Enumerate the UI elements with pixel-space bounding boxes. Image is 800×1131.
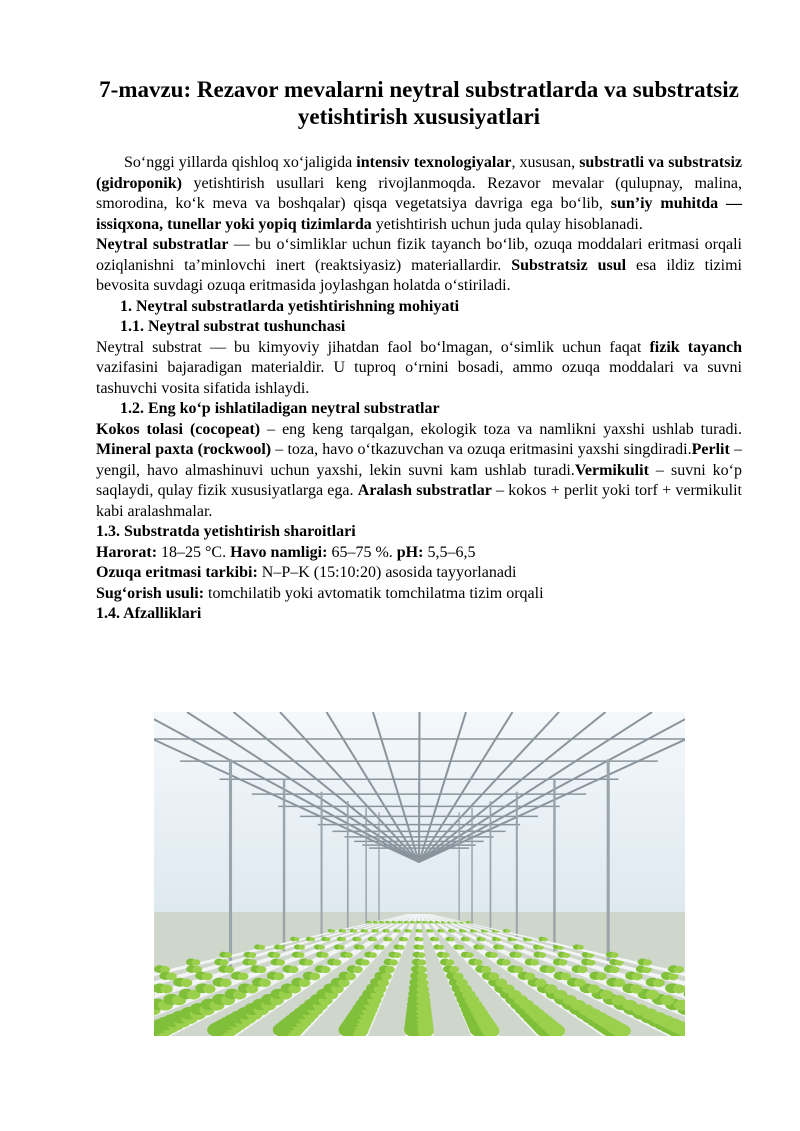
conditions-line [96,543,742,564]
lettuce-plant [361,959,370,965]
lettuce-plant [490,952,498,958]
lettuce-plant [614,979,626,987]
lettuce-plant [341,929,346,932]
lettuce-plant [425,921,428,923]
intro-text-3: yetishtirish usullari keng rivojlanmoqda. Rezavor mevalar (qulupnay, malina, smorodina, ko‘k meva va boshqalar) qisqa vegetatsiya davriga ega bo‘lib, [96,174,742,212]
lettuce-plant [340,937,346,941]
lettuce-plant [530,959,539,965]
lettuce-plant [587,984,600,993]
lettuce-plant [325,937,331,941]
lettuce-plant [248,952,256,958]
section-1-1-text-2: vazifasini bajaradigan materialdir. U tuproq o‘rnini bosadi, ammo ozuqa moddalari va suvni tashuvchi vosita sifatida ishlaydi. [96,359,742,397]
lettuce-plant [513,966,523,973]
lettuce-plant [180,979,192,987]
lettuce-plant [238,972,249,980]
lettuce-plant [660,995,674,1005]
greenhouse-photo [154,712,685,1036]
lettuce-plant [417,959,426,965]
lettuce-plant [429,929,434,932]
lettuce-plant [248,959,257,965]
lettuce-plant [160,984,173,993]
irrigation-value: tomchilatib yoki avtomatik tomchilatma tizim orqali [204,584,544,602]
lettuce-plant [558,959,567,965]
lettuce-plant [542,937,548,941]
lettuce-plant [345,952,353,958]
lettuce-plant [220,979,232,987]
lettuce-plant [538,952,546,958]
definitions-paragraph [96,235,742,297]
lettuce-plant [596,972,607,980]
lettuce-plant [309,972,320,980]
lettuce-plant [418,937,424,941]
document-page [96,76,742,625]
lettuce-plant [674,966,684,973]
solution-label: Ozuqa eritmasi tarkibi: [96,564,258,581]
lettuce-plant [304,959,313,965]
lettuce-plant [256,966,266,973]
substrate-mixed: Aralash substratlar [357,482,492,499]
greenhouse-illustration [154,712,685,1036]
lettuce-plant [272,952,280,958]
lettuce-plant [389,959,398,965]
humidity-value: 65–75 %. [327,543,397,561]
lettuce-plant [321,966,331,973]
irrigation-line [96,584,742,605]
lettuce-plant [442,952,450,958]
lettuce-plant [407,929,412,932]
lettuce-plant [358,945,365,950]
irrigation-label: Sug‘orish usuli: [96,584,205,602]
lettuce-plant [630,984,643,993]
substrate-mixed-text: – kokos + perlit yoki torf + vermikulit kabi aralashmalar. [96,482,743,520]
lettuce-plant [398,945,405,950]
substrate-cocopeat-text: – eng keng tarqalgan, ekologik toza va namlikni yaxshi ushlab turadi. [260,420,743,438]
lettuce-plant [477,945,484,950]
lettuce-plant [224,952,232,958]
lettuce-plant [393,921,396,923]
lettuce-plant [412,921,415,923]
lettuce-plant [440,929,445,932]
substrate-perlite-text: – yengil, havo almashinuvi uchun yaxshi, lekin suvni kam ushlab turadi. [96,441,742,479]
intro-bold-2: substratli va substratsiz (gidroponik) [96,154,743,192]
intro-bold-3: sun’iy muhitda — issiqxona, tunellar yoki yopiq tizimlarda [96,195,743,233]
ph-label: pH: [396,543,424,561]
lettuce-plant [445,959,454,965]
lettuce-plant [417,966,427,973]
lettuce-plant [400,921,403,923]
lettuce-plant [468,921,471,923]
section-1-2-paragraph [96,420,742,523]
lettuce-plant [449,966,459,973]
substrate-rockwool: Mineral paxta (rockwool) [96,441,272,458]
intro-bold-1: intensiv texnologiyalar [356,154,512,171]
lettuce-plant [417,972,428,980]
intro-text-1: So‘nggi yillarda qishloq xo‘jaligida [124,154,357,171]
lettuce-plant [480,937,486,941]
lettuce-plant [387,921,390,923]
lettuce-plant [524,972,535,980]
roof-rafter [419,712,420,862]
lettuce-plant [449,937,455,941]
lettuce-plant [457,945,464,950]
ph-value: 5,5–6,5 [423,543,476,561]
temperature-label: Harorat: [96,543,158,561]
lettuce-plant [451,929,456,932]
lettuce-plant [191,959,200,965]
lettuce-plant [406,921,409,923]
lettuce-plant [632,972,643,980]
lettuce-plant [321,952,329,958]
definition-text-substrateless: esa ildiz tizimi bevosita suvdagi ozuqa eritmasida joylashgan holatda o‘stiriladi. [96,256,742,294]
lettuce-plant [438,945,445,950]
lettuce-plant [297,952,305,958]
lettuce-plant [381,921,384,923]
lettuce-plant [546,966,556,973]
lettuce-plant [352,929,357,932]
lettuce-plant [646,990,659,1000]
section-1-3-heading: 1.3. Substratda yetishtirish sharoitlari [96,523,356,540]
lettuce-plant [612,995,626,1005]
lettuce-plant [318,945,325,950]
definition-term-neutral: Neytral substratlar [96,236,229,253]
lettuce-plant [203,984,216,993]
page-title: 7-mavzu: Rezavor mevalarni neytral substratlarda va substratsiz yetishtirish xususiyatlari [99,77,739,129]
lettuce-plant [577,945,584,950]
lettuce-plant [375,921,378,923]
lettuce-plant [653,979,665,987]
solution-line [96,563,742,584]
section-1-heading: 1. Neytral substratlarda yetishtirishning mohiyati [120,297,460,315]
lettuce-plant [369,952,377,958]
lettuce-plant [278,945,285,950]
lettuce-plant [393,952,401,958]
solution-value: N–P–K (15:10:20) asosida tayyorlanadi [257,564,517,581]
lettuce-plant [643,959,652,965]
lettuce-plant [545,984,558,993]
lettuce-plant [331,929,336,932]
section-1-1-paragraph [96,338,742,400]
lettuce-plant [497,945,504,950]
lettuce-plant [220,959,229,965]
lettuce-plant [418,921,421,923]
lettuce-plant [402,937,408,941]
definition-term-substrateless: Substratsiz usul [511,256,627,274]
substrate-perlite: Perlit [691,441,730,458]
lettuce-plant [560,972,571,980]
substrate-rockwool-text: – toza, havo o‘tkazuvchan va ozuqa eritmasini yaxshi singdiradi. [271,441,692,458]
lettuce-plant [418,945,425,950]
section-1-4-heading: 1.4. Afzalliklari [96,605,202,622]
lettuce-plant [259,979,271,987]
intro-text-2: , xususan, [511,154,580,171]
section-1-2-heading: 1.2. Eng ko‘p ishlatiladigan neytral substratlar [120,400,440,417]
lettuce-plant [202,972,213,980]
lettuce-plant [418,929,423,932]
lettuce-plant [353,966,363,973]
lettuce-plant [345,972,356,980]
humidity-label: Havo namligi: [230,543,328,561]
lettuce-plant [363,929,368,932]
intro-text-4: yetishtirish uchun juda qulay hisoblanadi. [371,215,643,233]
lettuce-plant [387,937,393,941]
lettuce-plant [466,952,474,958]
lettuce-plant [396,929,401,932]
lettuce-plant [338,945,345,950]
lettuce-plant [417,952,425,958]
lettuce-plant [502,959,511,965]
lettuce-plant [374,929,379,932]
lettuce-plant [453,972,464,980]
lettuce-plant [611,952,619,958]
section-1-1-heading: 1.1. Neytral substrat tushunchasi [120,318,346,335]
lettuce-plant [574,979,586,987]
definition-text-neutral: — bu o‘simliklar uchun fizik tayanch bo‘lib, ozuqa moddalari eritmasi orqali oziqlanishni ta’minlovchi inert (reaktsiyasiz) materiallardir. [96,236,742,274]
lettuce-plant [356,937,362,941]
lettuce-plant [258,945,265,950]
substrate-vermiculite: Vermikulit [574,461,649,479]
lettuce-plant [371,937,377,941]
lettuce-plant [224,966,234,973]
lettuce-plant [474,959,483,965]
lettuce-plant [333,959,342,965]
lettuce-plant [433,937,439,941]
lettuce-plant [369,921,372,923]
section-1-1-text-1: Neytral substrat — bu kimyoviy jihatdan faol bo‘lmagan, o‘simlik uchun faqat [96,338,650,356]
lettuce-plant [381,972,392,980]
substrate-vermiculite-text: – suvni ko‘p saqlaydi, qulay fizik xususiyatlarga ega. [96,461,743,499]
temperature-value: 18–25 °C. [157,543,231,561]
section-1-1-bold: fizik tayanch [649,338,742,356]
lettuce-plant [673,984,685,993]
lettuce-plant [309,937,315,941]
lettuce-plant [600,990,613,1000]
lettuce-plant [464,937,470,941]
lettuce-plant [495,979,507,987]
intro-paragraph [96,153,742,235]
lettuce-plant [385,929,390,932]
lettuce-plant [514,952,522,958]
lettuce-plant [489,972,500,980]
lettuce-plant [385,966,395,973]
lettuce-plant [276,959,285,965]
lettuce-plant [535,979,547,987]
lettuce-plant [298,945,305,950]
lettuce-plant [378,945,385,950]
lettuce-plant [274,972,285,980]
lettuce-plant [506,929,511,932]
lettuce-plant [294,937,300,941]
substrate-cocopeat: Kokos tolasi (cocopeat) [96,420,261,438]
lettuce-plant [578,966,588,973]
lettuce-plant [481,966,491,973]
lettuce-plant [289,966,299,973]
